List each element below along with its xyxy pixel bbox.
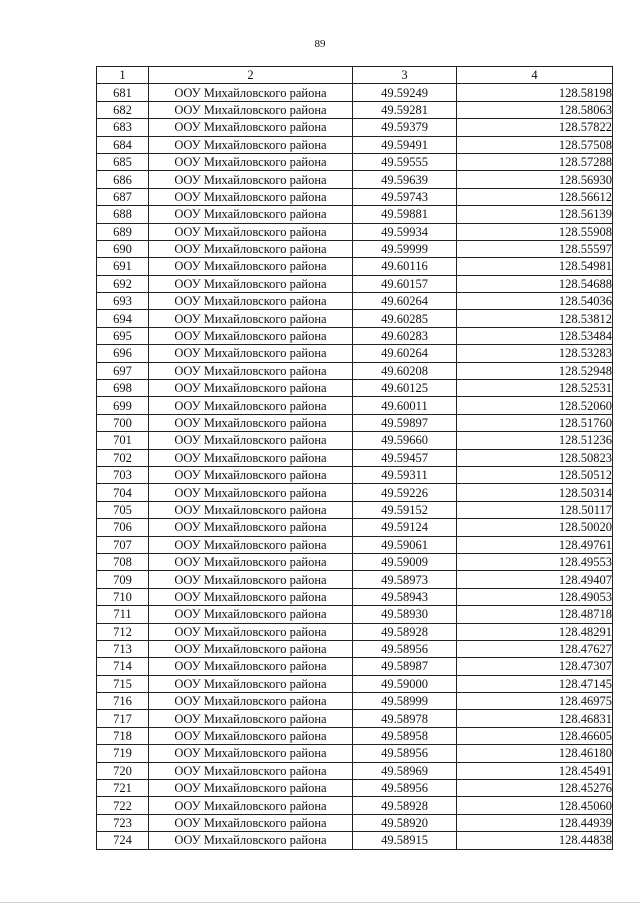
latitude-value: 49.58978	[353, 710, 457, 727]
object-name: ООУ Михайловского района	[149, 275, 353, 292]
table-row	[97, 345, 613, 362]
table-row	[97, 275, 613, 292]
latitude-value: 49.58928	[353, 797, 457, 814]
latitude-value: 49.58999	[353, 693, 457, 710]
row-number: 720	[97, 762, 149, 779]
row-number: 710	[97, 588, 149, 605]
coordinates-table	[96, 66, 613, 850]
row-number: 706	[97, 519, 149, 536]
longitude-value: 128.44939	[457, 814, 613, 831]
row-number: 684	[97, 136, 149, 153]
latitude-value: 49.59311	[353, 466, 457, 483]
latitude-value: 49.59379	[353, 119, 457, 136]
object-name: ООУ Михайловского района	[149, 797, 353, 814]
latitude-value: 49.60157	[353, 275, 457, 292]
row-number: 708	[97, 553, 149, 570]
row-number: 689	[97, 223, 149, 240]
latitude-value: 49.59009	[353, 553, 457, 570]
object-name: ООУ Михайловского района	[149, 780, 353, 797]
row-number: 711	[97, 606, 149, 623]
object-name: ООУ Михайловского района	[149, 188, 353, 205]
row-number: 701	[97, 432, 149, 449]
object-name: ООУ Михайловского района	[149, 449, 353, 466]
object-name: ООУ Михайловского района	[149, 606, 353, 623]
row-number: 714	[97, 658, 149, 675]
object-name: ООУ Михайловского района	[149, 814, 353, 831]
object-name: ООУ Михайловского района	[149, 484, 353, 501]
row-number: 715	[97, 675, 149, 692]
longitude-value: 128.54036	[457, 293, 613, 310]
object-name: ООУ Михайловского района	[149, 745, 353, 762]
latitude-value: 49.58928	[353, 623, 457, 640]
table-row	[97, 119, 613, 136]
longitude-value: 128.57508	[457, 136, 613, 153]
row-number: 695	[97, 327, 149, 344]
row-number: 685	[97, 153, 149, 170]
table-row	[97, 432, 613, 449]
latitude-value: 49.60264	[353, 293, 457, 310]
longitude-value: 128.48718	[457, 606, 613, 623]
object-name: ООУ Михайловского района	[149, 101, 353, 118]
table-row	[97, 223, 613, 240]
table-header	[97, 67, 613, 84]
table-row	[97, 258, 613, 275]
table-row	[97, 553, 613, 570]
object-name: ООУ Михайловского района	[149, 762, 353, 779]
object-name: ООУ Михайловского района	[149, 327, 353, 344]
table-row	[97, 588, 613, 605]
object-name: ООУ Михайловского района	[149, 310, 353, 327]
latitude-value: 49.58973	[353, 571, 457, 588]
row-number: 709	[97, 571, 149, 588]
header-col-1: 1	[97, 67, 149, 84]
latitude-value: 49.58987	[353, 658, 457, 675]
longitude-value: 128.58063	[457, 101, 613, 118]
object-name: ООУ Михайловского района	[149, 658, 353, 675]
table-row	[97, 206, 613, 223]
table-row	[97, 84, 613, 101]
object-name: ООУ Михайловского района	[149, 206, 353, 223]
table-row	[97, 710, 613, 727]
table-row	[97, 362, 613, 379]
row-number: 717	[97, 710, 149, 727]
object-name: ООУ Михайловского района	[149, 571, 353, 588]
longitude-value: 128.53812	[457, 310, 613, 327]
object-name: ООУ Михайловского района	[149, 362, 353, 379]
object-name: ООУ Михайловского района	[149, 223, 353, 240]
table-row	[97, 623, 613, 640]
row-number: 681	[97, 84, 149, 101]
longitude-value: 128.49407	[457, 571, 613, 588]
longitude-value: 128.50117	[457, 501, 613, 518]
header-col-4: 4	[457, 67, 613, 84]
latitude-value: 49.59491	[353, 136, 457, 153]
table-row	[97, 380, 613, 397]
table-row	[97, 240, 613, 257]
longitude-value: 128.57288	[457, 153, 613, 170]
longitude-value: 128.51236	[457, 432, 613, 449]
table-row	[97, 484, 613, 501]
object-name: ООУ Михайловского района	[149, 136, 353, 153]
longitude-value: 128.46831	[457, 710, 613, 727]
table-row	[97, 188, 613, 205]
longitude-value: 128.47145	[457, 675, 613, 692]
table-row	[97, 536, 613, 553]
latitude-value: 49.58920	[353, 814, 457, 831]
table-row	[97, 780, 613, 797]
table-row	[97, 414, 613, 431]
longitude-value: 128.50512	[457, 466, 613, 483]
longitude-value: 128.47307	[457, 658, 613, 675]
object-name: ООУ Михайловского района	[149, 345, 353, 362]
object-name: ООУ Михайловского района	[149, 675, 353, 692]
table-row	[97, 519, 613, 536]
longitude-value: 128.58198	[457, 84, 613, 101]
latitude-value: 49.58956	[353, 780, 457, 797]
latitude-value: 49.59639	[353, 171, 457, 188]
table-row	[97, 136, 613, 153]
page-bottom-rule	[0, 902, 640, 903]
table-row	[97, 327, 613, 344]
row-number: 722	[97, 797, 149, 814]
object-name: ООУ Михайловского района	[149, 380, 353, 397]
row-number: 697	[97, 362, 149, 379]
latitude-value: 49.59897	[353, 414, 457, 431]
latitude-value: 49.60011	[353, 397, 457, 414]
longitude-value: 128.49053	[457, 588, 613, 605]
row-number: 696	[97, 345, 149, 362]
latitude-value: 49.59152	[353, 501, 457, 518]
table-row	[97, 745, 613, 762]
row-number: 724	[97, 832, 149, 849]
row-number: 707	[97, 536, 149, 553]
row-number: 693	[97, 293, 149, 310]
longitude-value: 128.51760	[457, 414, 613, 431]
object-name: ООУ Михайловского района	[149, 432, 353, 449]
header-col-2: 2	[149, 67, 353, 84]
table-body	[97, 84, 613, 849]
latitude-value: 49.59000	[353, 675, 457, 692]
longitude-value: 128.52531	[457, 380, 613, 397]
table-row	[97, 814, 613, 831]
longitude-value: 128.44838	[457, 832, 613, 849]
row-number: 691	[97, 258, 149, 275]
table-row	[97, 832, 613, 849]
latitude-value: 49.58958	[353, 727, 457, 744]
object-name: ООУ Михайловского района	[149, 640, 353, 657]
object-name: ООУ Михайловского района	[149, 710, 353, 727]
longitude-value: 128.52948	[457, 362, 613, 379]
table-row	[97, 449, 613, 466]
row-number: 699	[97, 397, 149, 414]
longitude-value: 128.45276	[457, 780, 613, 797]
row-number: 690	[97, 240, 149, 257]
table-row	[97, 101, 613, 118]
longitude-value: 128.50314	[457, 484, 613, 501]
header-row	[97, 67, 613, 84]
table-row	[97, 397, 613, 414]
longitude-value: 128.55908	[457, 223, 613, 240]
latitude-value: 49.59457	[353, 449, 457, 466]
latitude-value: 49.59934	[353, 223, 457, 240]
object-name: ООУ Михайловского района	[149, 588, 353, 605]
latitude-value: 49.59226	[353, 484, 457, 501]
object-name: ООУ Михайловского района	[149, 84, 353, 101]
row-number: 712	[97, 623, 149, 640]
row-number: 705	[97, 501, 149, 518]
object-name: ООУ Михайловского района	[149, 693, 353, 710]
latitude-value: 49.60283	[353, 327, 457, 344]
table-row	[97, 640, 613, 657]
object-name: ООУ Михайловского района	[149, 119, 353, 136]
table-row	[97, 693, 613, 710]
object-name: ООУ Михайловского района	[149, 153, 353, 170]
longitude-value: 128.45491	[457, 762, 613, 779]
latitude-value: 49.60116	[353, 258, 457, 275]
row-number: 688	[97, 206, 149, 223]
row-number: 692	[97, 275, 149, 292]
latitude-value: 49.58915	[353, 832, 457, 849]
table-row	[97, 762, 613, 779]
table-row	[97, 606, 613, 623]
table-row	[97, 797, 613, 814]
object-name: ООУ Михайловского района	[149, 397, 353, 414]
latitude-value: 49.59281	[353, 101, 457, 118]
table-row	[97, 501, 613, 518]
latitude-value: 49.58956	[353, 640, 457, 657]
longitude-value: 128.46975	[457, 693, 613, 710]
longitude-value: 128.55597	[457, 240, 613, 257]
longitude-value: 128.49553	[457, 553, 613, 570]
page-number: 89	[314, 38, 326, 50]
latitude-value: 49.60264	[353, 345, 457, 362]
latitude-value: 49.59743	[353, 188, 457, 205]
longitude-value: 128.53283	[457, 345, 613, 362]
row-number: 704	[97, 484, 149, 501]
longitude-value: 128.56930	[457, 171, 613, 188]
row-number: 686	[97, 171, 149, 188]
object-name: ООУ Михайловского района	[149, 466, 353, 483]
row-number: 713	[97, 640, 149, 657]
latitude-value: 49.59660	[353, 432, 457, 449]
latitude-value: 49.59881	[353, 206, 457, 223]
latitude-value: 49.58969	[353, 762, 457, 779]
object-name: ООУ Михайловского района	[149, 171, 353, 188]
object-name: ООУ Михайловского района	[149, 240, 353, 257]
table-row	[97, 571, 613, 588]
latitude-value: 49.58943	[353, 588, 457, 605]
latitude-value: 49.60125	[353, 380, 457, 397]
row-number: 698	[97, 380, 149, 397]
latitude-value: 49.59124	[353, 519, 457, 536]
table-row	[97, 675, 613, 692]
row-number: 702	[97, 449, 149, 466]
longitude-value: 128.56139	[457, 206, 613, 223]
longitude-value: 128.56612	[457, 188, 613, 205]
row-number: 718	[97, 727, 149, 744]
row-number: 721	[97, 780, 149, 797]
object-name: ООУ Михайловского района	[149, 623, 353, 640]
row-number: 682	[97, 101, 149, 118]
row-number: 703	[97, 466, 149, 483]
table-row	[97, 727, 613, 744]
latitude-value: 49.59249	[353, 84, 457, 101]
row-number: 700	[97, 414, 149, 431]
latitude-value: 49.59061	[353, 536, 457, 553]
table-row	[97, 153, 613, 170]
object-name: ООУ Михайловского района	[149, 293, 353, 310]
latitude-value: 49.60285	[353, 310, 457, 327]
header-col-3: 3	[353, 67, 457, 84]
latitude-value: 49.58956	[353, 745, 457, 762]
longitude-value: 128.52060	[457, 397, 613, 414]
longitude-value: 128.54688	[457, 275, 613, 292]
object-name: ООУ Михайловского района	[149, 501, 353, 518]
latitude-value: 49.59555	[353, 153, 457, 170]
object-name: ООУ Михайловского района	[149, 414, 353, 431]
longitude-value: 128.46605	[457, 727, 613, 744]
latitude-value: 49.60208	[353, 362, 457, 379]
row-number: 683	[97, 119, 149, 136]
row-number: 687	[97, 188, 149, 205]
table-row	[97, 658, 613, 675]
object-name: ООУ Михайловского района	[149, 519, 353, 536]
row-number: 719	[97, 745, 149, 762]
table-row	[97, 293, 613, 310]
longitude-value: 128.53484	[457, 327, 613, 344]
table-row	[97, 310, 613, 327]
latitude-value: 49.59999	[353, 240, 457, 257]
longitude-value: 128.48291	[457, 623, 613, 640]
longitude-value: 128.50823	[457, 449, 613, 466]
object-name: ООУ Михайловского района	[149, 258, 353, 275]
object-name: ООУ Михайловского района	[149, 536, 353, 553]
row-number: 723	[97, 814, 149, 831]
latitude-value: 49.58930	[353, 606, 457, 623]
table-row	[97, 171, 613, 188]
longitude-value: 128.57822	[457, 119, 613, 136]
object-name: ООУ Михайловского района	[149, 553, 353, 570]
table-row	[97, 466, 613, 483]
longitude-value: 128.50020	[457, 519, 613, 536]
object-name: ООУ Михайловского района	[149, 832, 353, 849]
longitude-value: 128.45060	[457, 797, 613, 814]
longitude-value: 128.49761	[457, 536, 613, 553]
row-number: 716	[97, 693, 149, 710]
longitude-value: 128.46180	[457, 745, 613, 762]
object-name: ООУ Михайловского района	[149, 727, 353, 744]
row-number: 694	[97, 310, 149, 327]
longitude-value: 128.47627	[457, 640, 613, 657]
longitude-value: 128.54981	[457, 258, 613, 275]
